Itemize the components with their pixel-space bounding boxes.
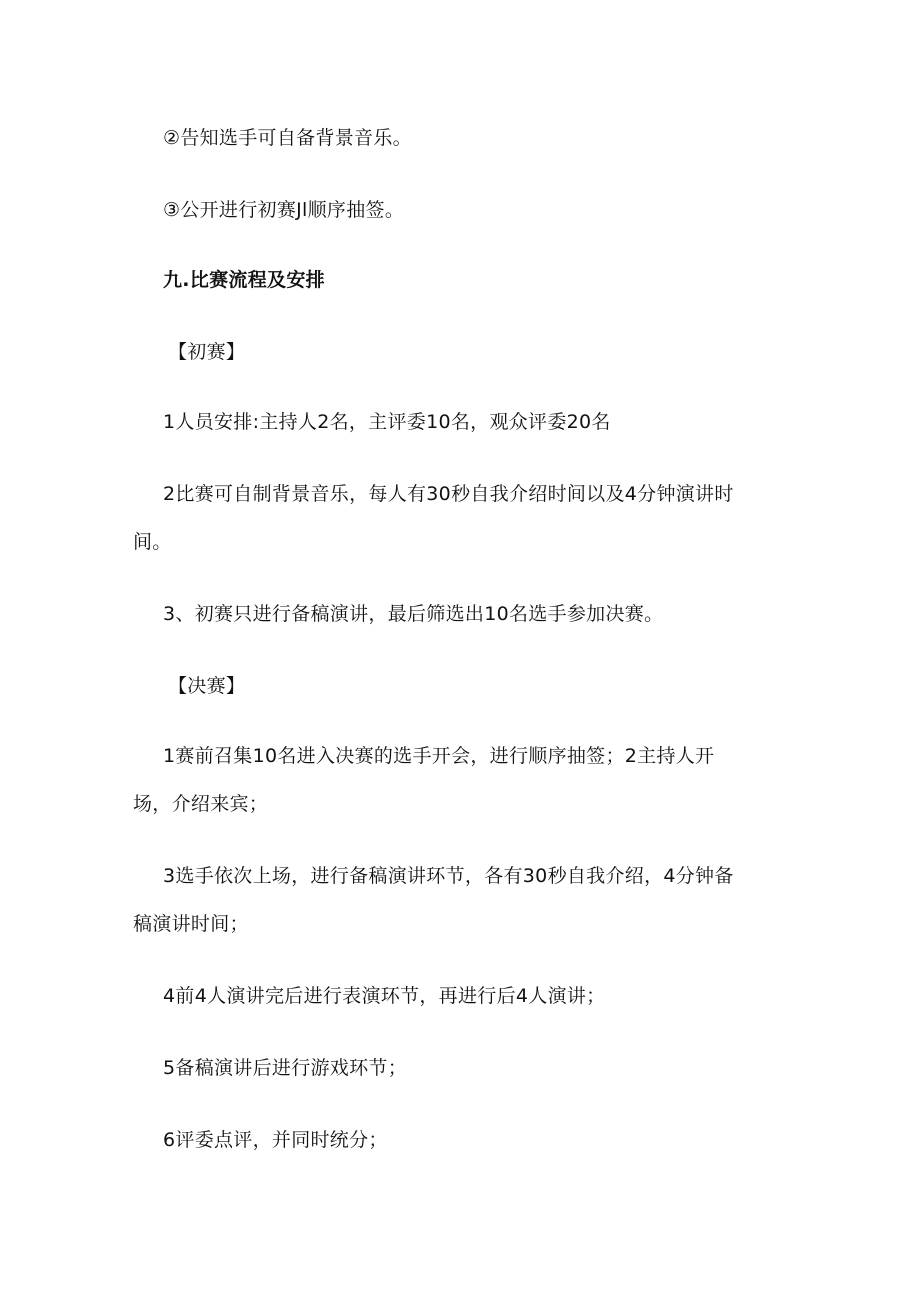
text-line-speech-round-cont: 稿演讲时间； <box>133 913 249 935</box>
text-line-performance: 4前4人演讲完后进行表演环节，再进行后4人演讲； <box>163 985 606 1007</box>
text-line-music-timing-cont: 间。 <box>133 531 172 553</box>
text-line-game: 5备稿演讲后进行游戏环节； <box>163 1057 407 1079</box>
text-line-final-meeting-cont: 场，介绍来宾； <box>133 793 269 815</box>
text-line-speech-round: 3选手依次上场，进行备稿演讲环节，各有30秒自我介绍，4分钟备 <box>163 865 734 887</box>
subheading-final: 【决赛】 <box>168 675 246 697</box>
text-line-final-meeting: 1赛前召集10名进入决赛的选手开会，进行顺序抽签；2主持人开 <box>163 745 715 767</box>
text-line-staffing: 1人员安排:主持人2名，主评委10名，观众评委20名 <box>163 411 611 433</box>
text-line-notify-music: ②告知选手可自备背景音乐。 <box>163 127 412 149</box>
section-heading: 九.比赛流程及安排 <box>163 269 325 291</box>
text-line-preliminary-selection: 3、初赛只进行备稿演讲，最后筛选出10名选手参加决赛。 <box>163 603 664 625</box>
text-line-music-timing: 2比赛可自制背景音乐，每人有30秒自我介绍时间以及4分钟演讲时 <box>163 483 734 505</box>
text-line-judging: 6评委点评，并同时统分； <box>163 1129 388 1151</box>
text-line-draw-order: ③公开进行初赛Jl顺序抽签。 <box>163 199 405 221</box>
subheading-preliminary: 【初赛】 <box>168 341 246 363</box>
